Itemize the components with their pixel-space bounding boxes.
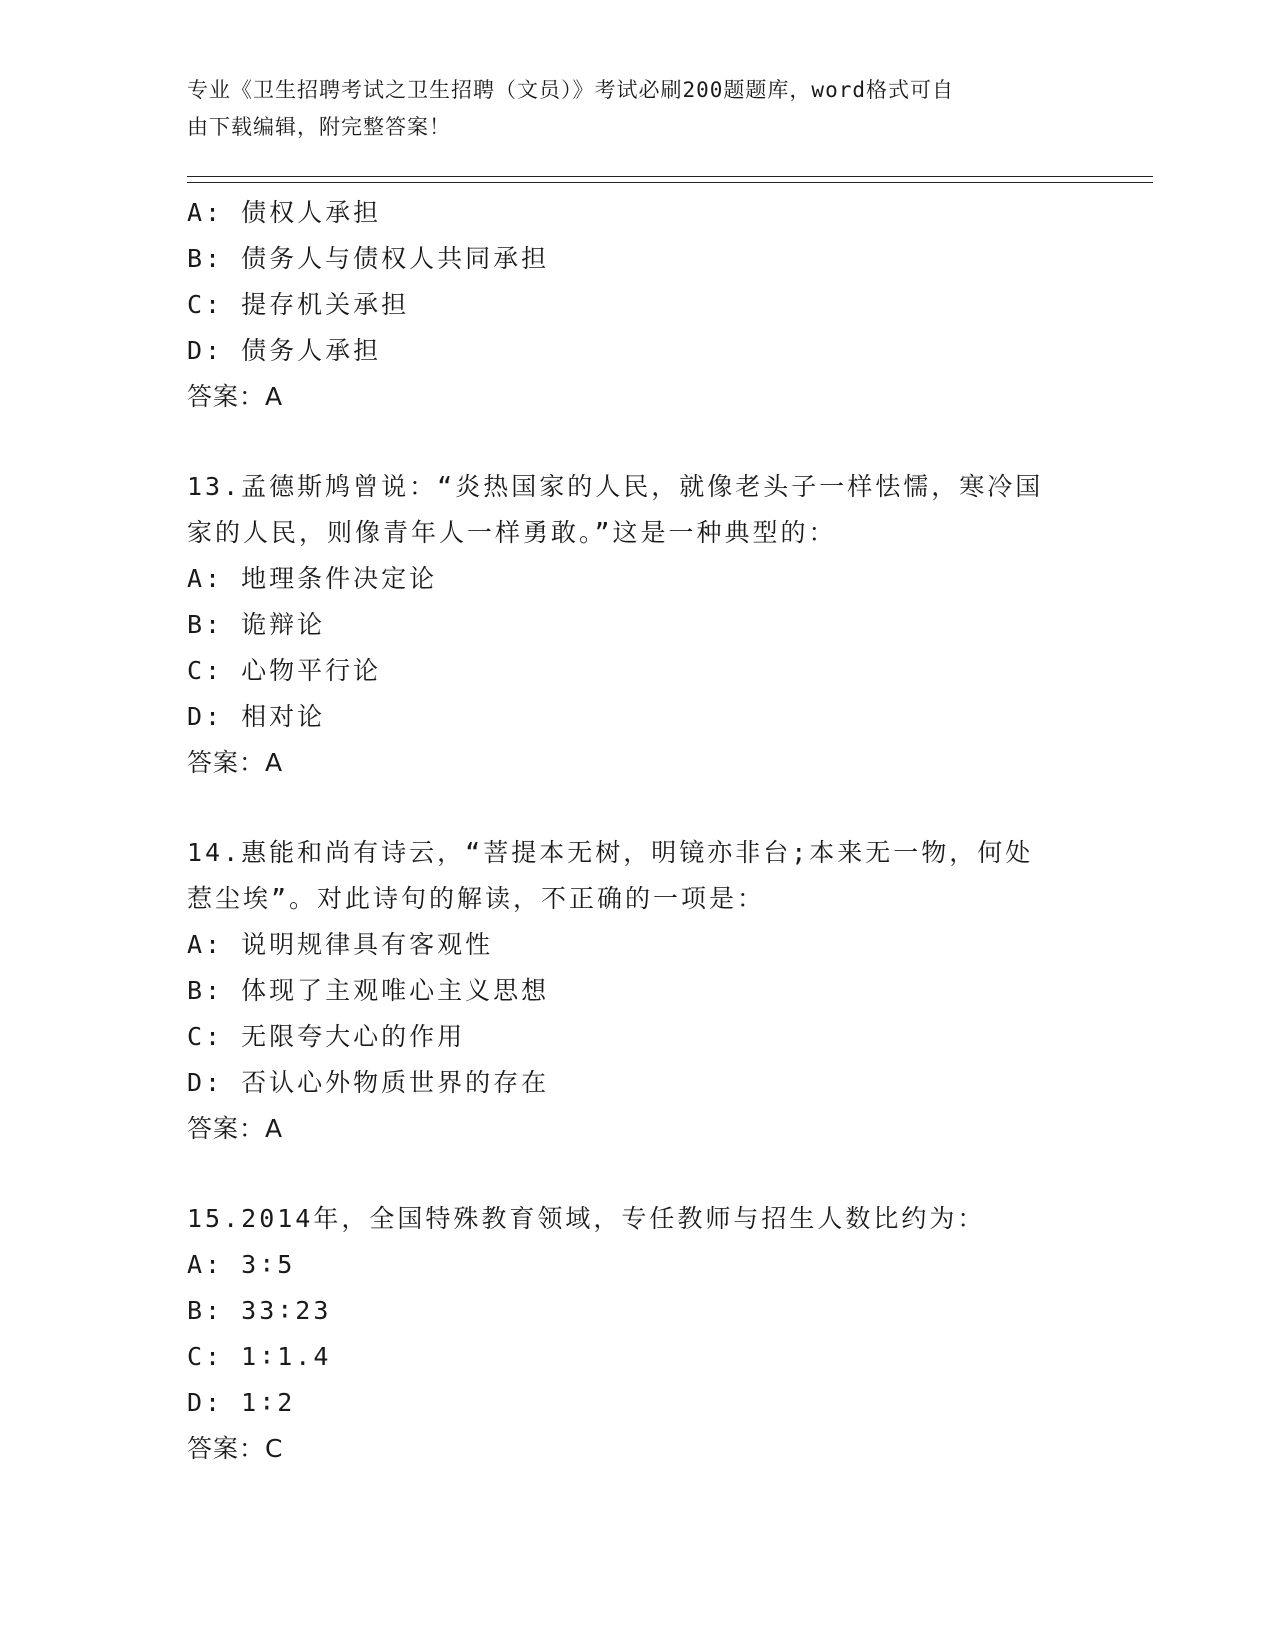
option-c: C: 1∶1.4 xyxy=(187,1342,332,1371)
option-c: C: 提存机关承担 xyxy=(187,290,410,319)
option-c: C: 心物平行论 xyxy=(187,656,382,685)
option-d: D: 相对论 xyxy=(187,702,326,731)
question-block-14 xyxy=(187,830,1087,1152)
question-stem-line: 15.2014年，全国特殊教育领域，专任教师与招生人数比约为： xyxy=(187,1204,986,1233)
option-a: A: 地理条件决定论 xyxy=(187,564,438,593)
question-list xyxy=(187,190,1087,1472)
option-d: D: 1∶2 xyxy=(187,1388,296,1417)
answer-line: 答案：A xyxy=(187,748,284,777)
question-block-15 xyxy=(187,1196,1087,1472)
document-header xyxy=(187,72,1067,146)
header-divider-top xyxy=(187,176,1153,177)
spacer xyxy=(187,1152,1087,1196)
option-a: A: 说明规律具有客观性 xyxy=(187,930,494,959)
spacer xyxy=(187,420,1087,464)
header-line-2: 由下载编辑，附完整答案！ xyxy=(187,115,451,139)
option-b: B: 诡辩论 xyxy=(187,610,326,639)
question-block-13 xyxy=(187,464,1087,786)
answer-line: 答案：A xyxy=(187,382,284,411)
option-b: B: 体现了主观唯心主义思想 xyxy=(187,976,550,1005)
option-c: C: 无限夸大心的作用 xyxy=(187,1022,466,1051)
option-a: A: 3∶5 xyxy=(187,1250,296,1279)
question-block-partial xyxy=(187,190,1087,420)
spacer xyxy=(187,786,1087,830)
header-line-1: 专业《卫生招聘考试之卫生招聘（文员）》考试必刷200题题库，word格式可自 xyxy=(187,78,954,102)
option-a: A: 债权人承担 xyxy=(187,198,382,227)
answer-line: 答案：C xyxy=(187,1434,284,1463)
answer-line: 答案：A xyxy=(187,1114,284,1143)
question-stem-line: 13.孟德斯鸠曾说：“炎热国家的人民，就像老头子一样怯懦，寒冷国 xyxy=(187,472,1044,501)
question-stem-line: 惹尘埃”。对此诗句的解读，不正确的一项是： xyxy=(187,884,766,913)
header-divider-bottom xyxy=(187,182,1153,183)
option-d: D: 否认心外物质世界的存在 xyxy=(187,1068,550,1097)
question-stem-line: 家的人民，则像青年人一样勇敢。”这是一种典型的： xyxy=(187,518,837,547)
question-stem-line: 14.惠能和尚有诗云，“菩提本无树，明镜亦非台;本来无一物，何处 xyxy=(187,838,1034,867)
option-b: B: 债务人与债权人共同承担 xyxy=(187,244,550,273)
option-d: D: 债务人承担 xyxy=(187,336,382,365)
option-b: B: 33∶23 xyxy=(187,1296,332,1325)
